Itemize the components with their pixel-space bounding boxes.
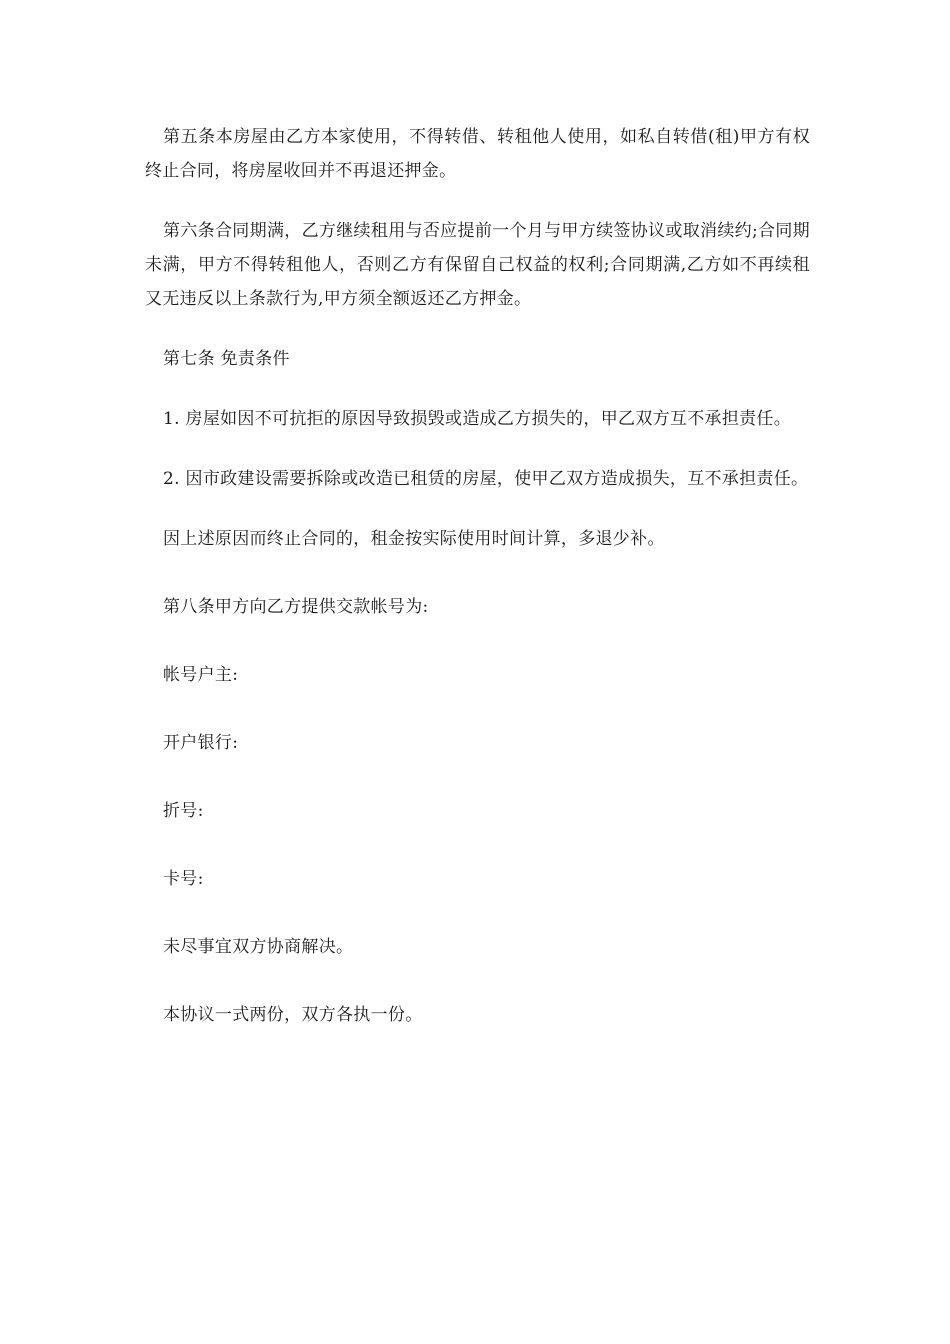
account-holder-field: 帐号户主: [163, 665, 239, 685]
termination-note: 因上述原因而终止合同的，租金按实际使用时间计算，多退少补。 [163, 529, 665, 549]
card-number-field: 卡号: [163, 869, 204, 889]
bank-field: 开户银行: [163, 733, 239, 753]
clause-5-paragraph: 第五条本房屋由乙方本家使用，不得转借、转租他人使用，如私自转借(租)甲方有权终止合同，将房屋收回并不再退还押金。 [145, 127, 810, 181]
passbook-number-field: 折号: [163, 801, 204, 821]
clause-8-paragraph: 第八条甲方向乙方提供交款帐号为: [163, 597, 429, 617]
copies-paragraph: 本协议一式两份，双方各执一份。 [163, 1005, 423, 1025]
unresolved-matters-paragraph: 未尽事宜双方协商解决。 [163, 937, 354, 957]
document-body [145, 120, 810, 1066]
clause-6-paragraph: 第六条合同期满，乙方继续租用与否应提前一个月与甲方续签协议或取消续约;合同期未满，甲方不得转租他人，否则乙方有保留自己权益的权利;合同期满,乙方如不再续租又无违反以上条款行为,甲方须全额返还乙方押金。 [145, 221, 810, 309]
clause-7-item-2: 2. 因市政建设需要拆除或改造已租赁的房屋，使甲乙双方造成损失，互不承担责任。 [163, 469, 809, 489]
clause-7-item-1: 1. 房屋如因不可抗拒的原因导致损毁或造成乙方损失的，甲乙双方互不承担责任。 [163, 409, 792, 429]
clause-7-heading: 第七条 免责条件 [163, 349, 290, 369]
